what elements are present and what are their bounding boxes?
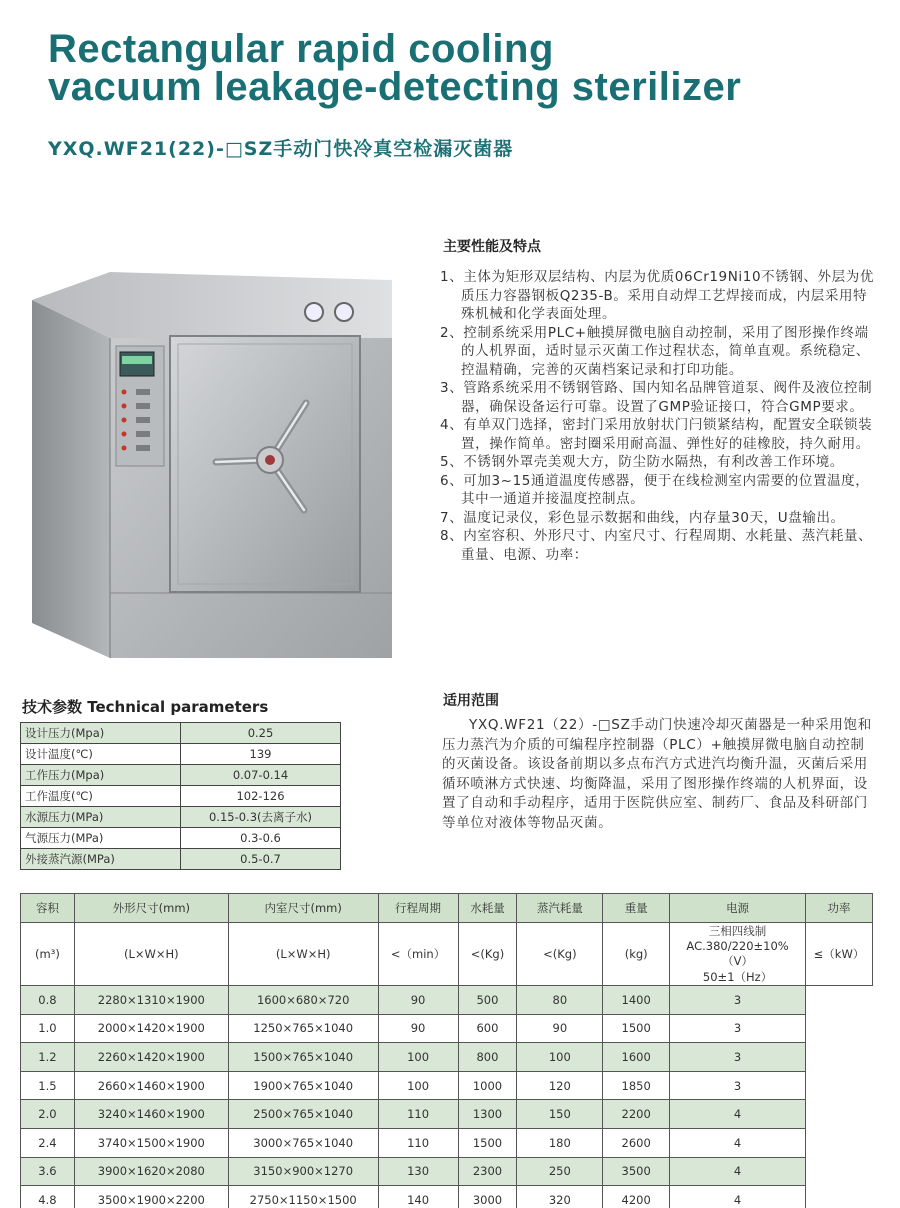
cell-weight: 1850	[603, 1071, 670, 1100]
table-row	[21, 1014, 873, 1043]
col-unit: <（min）	[378, 923, 458, 986]
col-unit: (kg)	[603, 923, 670, 986]
cell-cycle: 90	[378, 986, 458, 1015]
cell-power: 4	[670, 1157, 806, 1186]
cell-inner-size: 2500×765×1040	[228, 1100, 378, 1129]
cell-outer-size: 3740×1500×1900	[74, 1128, 228, 1157]
cell-water: 600	[458, 1014, 517, 1043]
param-value: 0.5-0.7	[181, 849, 341, 870]
cell-inner-size: 1500×765×1040	[228, 1043, 378, 1072]
col-header: 行程周期	[378, 894, 458, 923]
feature-item-7: 7、温度记录仪，彩色显示数据和曲线，内存量30天，U盘输出。	[440, 509, 845, 526]
cell-steam: 90	[517, 1014, 603, 1043]
table-row	[21, 807, 341, 828]
power-line-4: 50±1（Hz）	[702, 970, 773, 984]
cell-volume: 1.2	[21, 1043, 75, 1072]
cell-power: 4	[670, 1128, 806, 1157]
cell-cycle: 100	[378, 1071, 458, 1100]
power-line-2: AC.380/220±10%	[686, 939, 789, 953]
title-line-2: vacuum leakage-detecting sterilizer	[48, 65, 742, 109]
cell-cycle: 110	[378, 1100, 458, 1129]
cell-power: 3	[670, 1043, 806, 1072]
cell-weight: 3500	[603, 1157, 670, 1186]
feature-item-1: 1、主体为矩形双层结构、内层为优质06Cr19Ni10不锈钢、外层为优质压力容器钢板Q235-B。采用自动焊工艺焊接而成，内层采用特殊机械和化学表面处理。	[440, 269, 874, 322]
table-row	[21, 1186, 873, 1208]
cell-outer-size: 3900×1620×2080	[74, 1157, 228, 1186]
table-row	[21, 1071, 873, 1100]
cell-inner-size: 1600×680×720	[228, 986, 378, 1015]
cell-water: 800	[458, 1043, 517, 1072]
cell-cycle: 100	[378, 1043, 458, 1072]
table-row	[21, 1043, 873, 1072]
units-row	[21, 923, 873, 986]
technical-parameters-table	[20, 722, 341, 870]
model-subtitle: YXQ.WF21(22)-□SZ手动门快冷真空检漏灭菌器	[48, 138, 514, 160]
param-value: 0.25	[181, 723, 341, 744]
table-row	[21, 765, 341, 786]
cell-outer-size: 2260×1420×1900	[74, 1043, 228, 1072]
cell-weight: 4200	[603, 1186, 670, 1208]
cell-outer-size: 3500×1900×2200	[74, 1186, 228, 1208]
sterilizer-illustration	[20, 268, 395, 663]
col-header: 电源	[670, 894, 806, 923]
cell-outer-size: 3240×1460×1900	[74, 1100, 228, 1129]
cell-inner-size: 2750×1150×1500	[228, 1186, 378, 1208]
cell-steam: 80	[517, 986, 603, 1015]
cell-outer-size: 2660×1460×1900	[74, 1071, 228, 1100]
cell-steam: 100	[517, 1043, 603, 1072]
col-header: 水耗量	[458, 894, 517, 923]
col-header: 蒸汽耗量	[517, 894, 603, 923]
table-row	[21, 1100, 873, 1129]
col-unit: (L×W×H)	[228, 923, 378, 986]
cell-weight: 2600	[603, 1128, 670, 1157]
param-key: 外接蒸汽源(MPa)	[21, 849, 181, 870]
param-value: 102-126	[181, 786, 341, 807]
table-row	[21, 849, 341, 870]
power-line-1: 三相四线制	[708, 924, 767, 938]
cell-volume: 4.8	[21, 1186, 75, 1208]
param-key: 工作压力(Mpa)	[21, 765, 181, 786]
feature-item-8: 8、内室容积、外形尺寸、内室尺寸、行程周期、水耗量、蒸汽耗量、重量、电源、功率：	[440, 528, 873, 563]
cell-volume: 1.5	[21, 1071, 75, 1100]
cell-steam: 320	[517, 1186, 603, 1208]
col-unit: ≤（kW）	[806, 923, 873, 986]
col-header: 重量	[603, 894, 670, 923]
title-line-1: Rectangular rapid cooling	[48, 27, 554, 71]
param-key: 设计压力(Mpa)	[21, 723, 181, 744]
cell-outer-size: 2280×1310×1900	[74, 986, 228, 1015]
cell-water: 1500	[458, 1128, 517, 1157]
table-row	[21, 723, 341, 744]
model-specs-table	[20, 893, 873, 1208]
power-supply-cell	[670, 923, 806, 986]
cell-weight: 1400	[603, 986, 670, 1015]
col-header: 外形尺寸(mm)	[74, 894, 228, 923]
feature-item-2: 2、控制系统采用PLC+触摸屏微电脑自动控制，采用了图形操作终端的人机界面，适时显示灭菌工作过程状态，简单直观。系统稳定、控温精确，完善的灭菌档案记录和打印功能。	[440, 324, 870, 378]
param-key: 气源压力(MPa)	[21, 828, 181, 849]
cell-inner-size: 1900×765×1040	[228, 1071, 378, 1100]
param-value: 0.15-0.3(去离子水)	[181, 807, 341, 828]
features-heading: 主要性能及特点	[443, 239, 541, 255]
cell-water: 1000	[458, 1071, 517, 1100]
param-key: 水源压力(MPa)	[21, 807, 181, 828]
col-header: 功率	[806, 894, 873, 923]
col-unit: <(Kg)	[458, 923, 517, 986]
table-row	[21, 744, 341, 765]
cell-volume: 2.0	[21, 1100, 75, 1129]
cell-water: 3000	[458, 1186, 517, 1208]
header-row	[21, 894, 873, 923]
feature-item-3: 3、管路系统采用不锈钢管路、国内知名品牌管道泵、阀件及液位控制器，确保设备运行可靠。设置了GMP验证接口，符合GMP要求。	[440, 380, 873, 415]
cell-power: 3	[670, 1014, 806, 1043]
cell-power: 3	[670, 1071, 806, 1100]
features-list	[440, 268, 880, 564]
param-key: 工作温度(℃)	[21, 786, 181, 807]
table-row	[21, 786, 341, 807]
param-value: 0.07-0.14	[181, 765, 341, 786]
cell-steam: 150	[517, 1100, 603, 1129]
col-header: 容积	[21, 894, 75, 923]
table-row	[21, 986, 873, 1015]
cell-weight: 1600	[603, 1043, 670, 1072]
cell-volume: 1.0	[21, 1014, 75, 1043]
cell-cycle: 130	[378, 1157, 458, 1186]
usage-heading: 适用范围	[443, 693, 499, 709]
cell-volume: 2.4	[21, 1128, 75, 1157]
power-line-3: （V）	[722, 954, 753, 968]
table-row	[21, 1128, 873, 1157]
cell-inner-size: 3150×900×1270	[228, 1157, 378, 1186]
feature-item-6: 6、可加3~15通道温度传感器，便于在线检测室内需要的位置温度，其中一通道并接温度控制点。	[440, 472, 870, 507]
cell-volume: 3.6	[21, 1157, 75, 1186]
cell-inner-size: 3000×765×1040	[228, 1128, 378, 1157]
param-value: 0.3-0.6	[181, 828, 341, 849]
usage-text: YXQ.WF21（22）-□SZ手动门快速冷却灭菌器是一种采用饱和压力蒸汽为介质的可编程序控制器（PLC）+触摸屏微电脑自动控制的灭菌设备。该设备前期以多点布汽方式进汽均衡升温，灭菌后采用循环喷淋方式快速、均衡降温，采用了图形操作终端的人机界面，设置了自动和手动程序，适用于医院供应室、制药厂、食品及科研部门等单位对液体等物品灭菌。	[442, 717, 872, 831]
cell-steam: 250	[517, 1157, 603, 1186]
cell-inner-size: 1250×765×1040	[228, 1014, 378, 1043]
table-row	[21, 1157, 873, 1186]
cell-steam: 120	[517, 1071, 603, 1100]
col-unit: <(Kg)	[517, 923, 603, 986]
cell-steam: 180	[517, 1128, 603, 1157]
page-title	[48, 27, 888, 109]
params-heading: 技术参数 Technical parameters	[22, 698, 269, 716]
cell-cycle: 110	[378, 1128, 458, 1157]
cell-weight: 1500	[603, 1014, 670, 1043]
feature-item-5: 5、不锈钢外罩壳美观大方，防尘防水隔热，有利改善工作环境。	[440, 454, 844, 470]
cell-power: 3	[670, 986, 806, 1015]
col-header: 内室尺寸(mm)	[228, 894, 378, 923]
cell-power: 4	[670, 1186, 806, 1208]
cell-water: 2300	[458, 1157, 517, 1186]
table-row	[21, 828, 341, 849]
col-unit: (L×W×H)	[74, 923, 228, 986]
param-key: 设计温度(℃)	[21, 744, 181, 765]
cell-weight: 2200	[603, 1100, 670, 1129]
cell-cycle: 90	[378, 1014, 458, 1043]
cell-water: 1300	[458, 1100, 517, 1129]
col-unit: (m³)	[21, 923, 75, 986]
cell-water: 500	[458, 986, 517, 1015]
param-value: 139	[181, 744, 341, 765]
cell-volume: 0.8	[21, 986, 75, 1015]
feature-item-4: 4、有单双门选择，密封门采用放射状门闩锁紧结构，配置安全联锁装置，操作简单。密封圈采用耐高温、弹性好的硅橡胶，持久耐用。	[440, 417, 873, 452]
cell-power: 4	[670, 1100, 806, 1129]
cell-cycle: 140	[378, 1186, 458, 1208]
cell-outer-size: 2000×1420×1900	[74, 1014, 228, 1043]
